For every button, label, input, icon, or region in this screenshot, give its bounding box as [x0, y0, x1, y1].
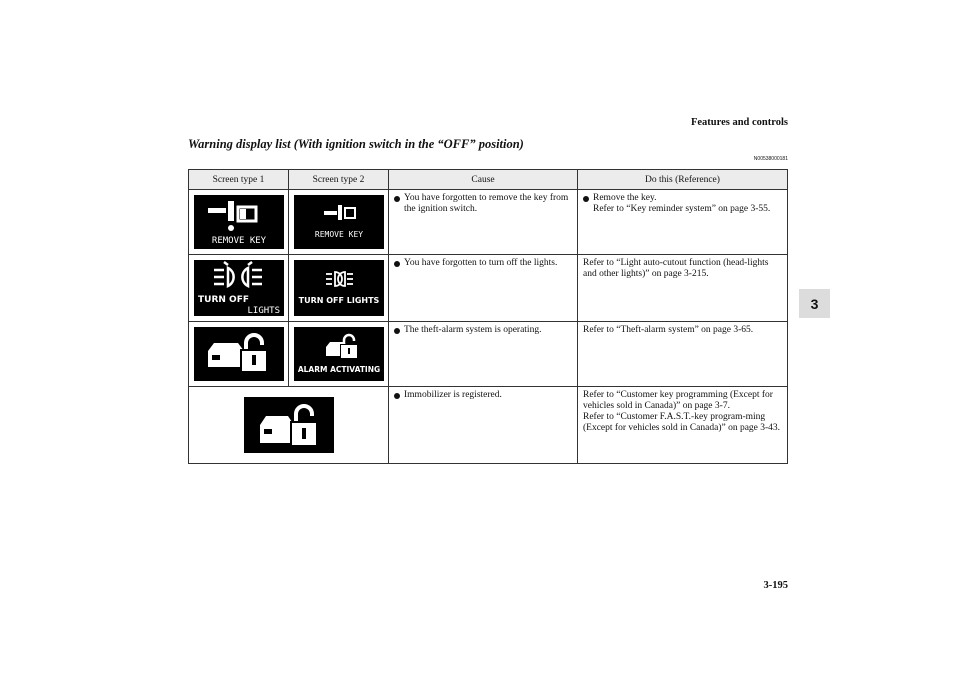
remove-key-label: REMOVE KEY: [314, 230, 363, 239]
theft-alarm-screen: [294, 327, 384, 381]
cause-text: Immobilizer is registered.: [404, 390, 502, 400]
column-header: Screen type 1: [189, 170, 289, 190]
alarm-activating-label: ALARM ACTIVATING: [297, 365, 380, 374]
headlight-icon: [214, 262, 262, 286]
bullet-icon: [394, 328, 400, 334]
action-text: Refer to “Customer key programming (Except for vehicles sold in Canada)” on page 3-7.: [583, 390, 773, 411]
car-padlock-icon: [260, 406, 318, 447]
table-row: [189, 387, 788, 464]
action-text: Refer to “Theft-alarm system” on page 3-65.: [583, 325, 754, 335]
turn-off-lights-label: TURN OFF LIGHTS: [298, 296, 379, 305]
cause-text: The theft-alarm system is operating.: [404, 325, 542, 335]
headlight-icon: [326, 272, 353, 286]
screen-type-2-cell: [289, 255, 389, 322]
immobilizer-screen: [244, 397, 334, 453]
turn-off-lights-screen: [194, 260, 284, 316]
action-cell: [578, 387, 788, 464]
bullet-icon: [394, 261, 400, 267]
lights-label: LIGHTS: [246, 306, 280, 316]
table-row: [189, 190, 788, 255]
action-text: Refer to “Customer F.A.S.T.-key program-ming (Except for vehicles sold in Canada)” on page 3-43.: [583, 412, 781, 433]
cause-cell: [389, 322, 578, 387]
turn-off-label: TURN OFF: [197, 295, 249, 305]
screen-type-2-cell: [289, 322, 389, 387]
turn-off-lights-screen: [294, 260, 384, 316]
key-icon: [324, 205, 355, 220]
action-cell: [578, 190, 788, 255]
screen-merged-cell: [189, 387, 389, 464]
theft-alarm-screen: [194, 327, 284, 381]
action-cell: [578, 322, 788, 387]
cause-cell: [389, 190, 578, 255]
action-cell: [578, 255, 788, 322]
screen-type-1-cell: [189, 255, 289, 322]
cause-text: You have forgotten to remove the key from the ignition switch.: [404, 193, 569, 214]
screen-type-2-cell: [289, 190, 389, 255]
document-code: N00538000181: [753, 156, 788, 162]
cause-cell: [389, 255, 578, 322]
bullet-icon: [394, 393, 400, 399]
bullet-icon: [583, 196, 589, 202]
table-row: [189, 255, 788, 322]
column-header: Do this (Reference): [578, 170, 788, 190]
screen-type-1-cell: [189, 190, 289, 255]
remove-key-screen: [194, 195, 284, 249]
car-padlock-icon: [208, 335, 268, 373]
car-padlock-icon: [326, 335, 358, 359]
running-header-title: Features and controls: [690, 117, 788, 128]
action-text: Refer to “Light auto-cutout function (head-lights and other lights)” on page 3-215.: [583, 258, 769, 279]
cause-cell: [389, 387, 578, 464]
section-title: Warning display list (With ignition switch in the “OFF” position): [188, 137, 524, 151]
column-header: Screen type 2: [289, 170, 389, 190]
screen-type-1-cell: [189, 322, 289, 387]
page-number: 3-195: [763, 580, 788, 591]
bullet-icon: [394, 196, 400, 202]
action-text: Remove the key.: [593, 193, 657, 203]
chapter-tab: 3: [799, 289, 830, 318]
key-icon: [208, 201, 256, 231]
table-header-row: [189, 170, 788, 190]
table-row: [189, 322, 788, 387]
action-reference: Refer to “Key reminder system” on page 3-55.: [593, 204, 771, 214]
warning-display-table: [188, 169, 788, 464]
cause-text: You have forgotten to turn off the lights.: [404, 258, 558, 268]
column-header: Cause: [389, 170, 578, 190]
remove-key-label: REMOVE KEY: [211, 236, 266, 246]
remove-key-screen: [294, 195, 384, 249]
